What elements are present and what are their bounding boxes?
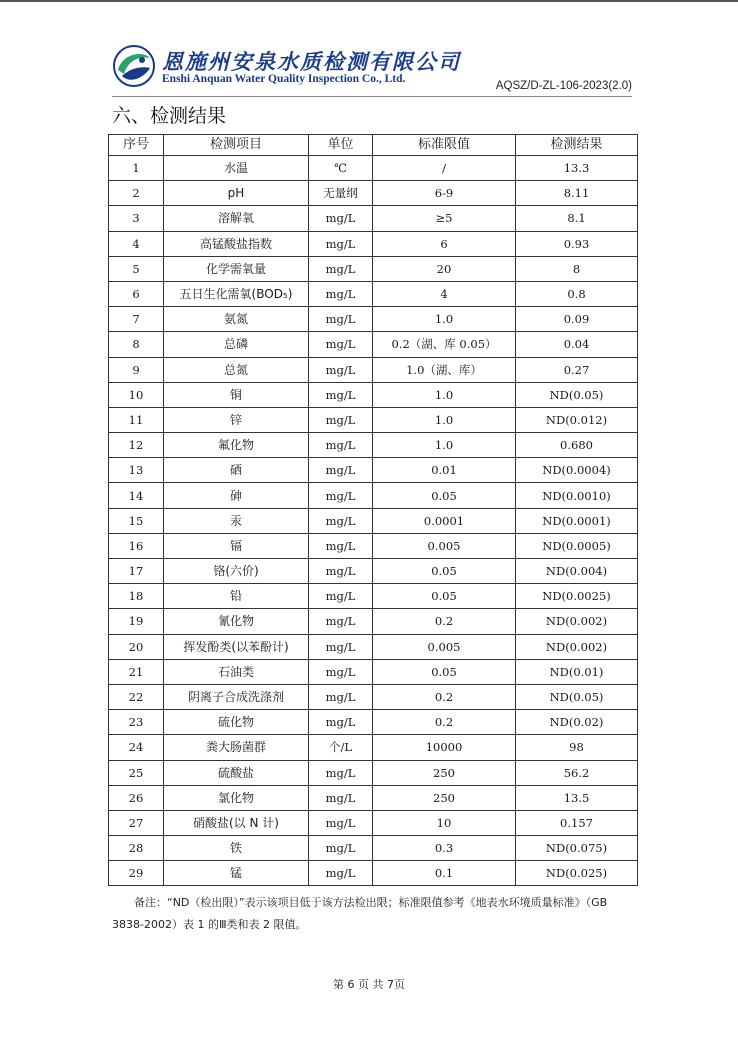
cell-result: ND(0.02) (516, 710, 638, 735)
cell-index: 3 (109, 206, 164, 231)
cell-result: ND(0.0025) (516, 584, 638, 609)
cell-unit: ℃ (309, 156, 373, 181)
cell-limit: / (373, 156, 516, 181)
cell-index: 16 (109, 533, 164, 558)
cell-unit: mg/L (309, 684, 373, 709)
cell-limit: 250 (373, 785, 516, 810)
cell-unit: mg/L (309, 206, 373, 231)
cell-result: 0.04 (516, 332, 638, 357)
cell-unit: mg/L (309, 382, 373, 407)
cell-unit: mg/L (309, 307, 373, 332)
cell-item: 氰化物 (164, 609, 309, 634)
section-title: 六、检测结果 (112, 105, 227, 127)
cell-unit: mg/L (309, 433, 373, 458)
cell-item: 硫化物 (164, 710, 309, 735)
page-header (112, 40, 632, 102)
table-row (109, 433, 638, 458)
header-divider (112, 96, 632, 97)
cell-result: ND(0.0005) (516, 533, 638, 558)
table-row (109, 584, 638, 609)
cell-item: 溶解氧 (164, 206, 309, 231)
cell-limit: 6-9 (373, 181, 516, 206)
cell-result: ND(0.05) (516, 684, 638, 709)
cell-item: 砷 (164, 483, 309, 508)
cell-result: ND(0.0001) (516, 508, 638, 533)
cell-limit: 0.2 (373, 609, 516, 634)
cell-item: 锌 (164, 407, 309, 432)
cell-result: ND(0.075) (516, 836, 638, 861)
cell-unit: mg/L (309, 458, 373, 483)
cell-unit: mg/L (309, 357, 373, 382)
cell-result: ND(0.012) (516, 407, 638, 432)
table-row (109, 256, 638, 281)
cell-limit: 1.0 (373, 382, 516, 407)
table-row (109, 810, 638, 835)
cell-result: ND(0.05) (516, 382, 638, 407)
cell-result: 0.93 (516, 231, 638, 256)
cell-result: 8 (516, 256, 638, 281)
cell-limit: 0.005 (373, 634, 516, 659)
cell-item: 铅 (164, 584, 309, 609)
cell-item: 粪大肠菌群 (164, 735, 309, 760)
header-item: 检测项目 (164, 135, 309, 156)
cell-result: 13.5 (516, 785, 638, 810)
cell-result: 0.157 (516, 810, 638, 835)
cell-result: ND(0.0010) (516, 483, 638, 508)
cell-index: 2 (109, 181, 164, 206)
cell-unit: mg/L (309, 407, 373, 432)
cell-index: 1 (109, 156, 164, 181)
remarks-note: 备注：“ND（检出限）”表示该项目低于该方法检出限；标准限值参考《地表水环境质量标准》（GB 3838-2002）表 1 的Ⅲ类和表 2 限值。 (112, 896, 608, 931)
cell-item: 水温 (164, 156, 309, 181)
page-number: 第 6 页 共 7页 (333, 978, 405, 991)
cell-item: 镉 (164, 533, 309, 558)
cell-result: ND(0.002) (516, 634, 638, 659)
cell-unit: mg/L (309, 281, 373, 306)
cell-unit: mg/L (309, 634, 373, 659)
cell-index: 4 (109, 231, 164, 256)
cell-unit: mg/L (309, 810, 373, 835)
cell-unit: mg/L (309, 659, 373, 684)
cell-unit: mg/L (309, 559, 373, 584)
cell-result: 8.11 (516, 181, 638, 206)
table-row (109, 861, 638, 886)
cell-unit: mg/L (309, 231, 373, 256)
cell-limit: 0.2 (373, 684, 516, 709)
cell-index: 29 (109, 861, 164, 886)
cell-result: 0.680 (516, 433, 638, 458)
cell-item: pH (164, 181, 309, 206)
table-header-row (109, 135, 638, 156)
cell-index: 15 (109, 508, 164, 533)
header-index: 序号 (109, 135, 164, 156)
cell-result: ND(0.025) (516, 861, 638, 886)
cell-unit: mg/L (309, 332, 373, 357)
cell-limit: 1.0 (373, 407, 516, 432)
table-row (109, 659, 638, 684)
cell-item: 硫酸盐 (164, 760, 309, 785)
company-logo-icon (112, 44, 156, 88)
cell-item: 化学需氧量 (164, 256, 309, 281)
cell-index: 26 (109, 785, 164, 810)
cell-unit: mg/L (309, 836, 373, 861)
cell-index: 9 (109, 357, 164, 382)
cell-result: 0.27 (516, 357, 638, 382)
cell-item: 石油类 (164, 659, 309, 684)
table-row (109, 332, 638, 357)
cell-item: 高锰酸盐指数 (164, 231, 309, 256)
cell-unit: mg/L (309, 533, 373, 558)
cell-limit: 0.0001 (373, 508, 516, 533)
table-row (109, 760, 638, 785)
cell-item: 阴离子合成洗涤剂 (164, 684, 309, 709)
cell-unit: mg/L (309, 508, 373, 533)
cell-index: 24 (109, 735, 164, 760)
cell-unit: mg/L (309, 785, 373, 810)
cell-limit: 1.0（湖、库） (373, 357, 516, 382)
cell-limit: ≥5 (373, 206, 516, 231)
table-row (109, 357, 638, 382)
cell-index: 13 (109, 458, 164, 483)
table-row (109, 483, 638, 508)
cell-limit: 10 (373, 810, 516, 835)
cell-index: 17 (109, 559, 164, 584)
cell-result: 98 (516, 735, 638, 760)
cell-unit: mg/L (309, 256, 373, 281)
table-row (109, 206, 638, 231)
cell-index: 18 (109, 584, 164, 609)
top-edge-line (0, 0, 738, 2)
cell-index: 19 (109, 609, 164, 634)
cell-item: 氨氮 (164, 307, 309, 332)
cell-index: 20 (109, 634, 164, 659)
cell-limit: 10000 (373, 735, 516, 760)
cell-index: 22 (109, 684, 164, 709)
cell-index: 25 (109, 760, 164, 785)
cell-index: 11 (109, 407, 164, 432)
cell-result: 0.09 (516, 307, 638, 332)
cell-result: 56.2 (516, 760, 638, 785)
table-row (109, 710, 638, 735)
cell-index: 12 (109, 433, 164, 458)
cell-index: 21 (109, 659, 164, 684)
table-row (109, 609, 638, 634)
cell-item: 铬(六价) (164, 559, 309, 584)
cell-index: 5 (109, 256, 164, 281)
cell-unit: 个/L (309, 735, 373, 760)
cell-result: ND(0.002) (516, 609, 638, 634)
table-row (109, 508, 638, 533)
cell-limit: 0.01 (373, 458, 516, 483)
company-name-en: Enshi Anquan Water Quality Inspection Co., Ltd. (162, 73, 406, 85)
cell-index: 28 (109, 836, 164, 861)
cell-limit: 0.2 (373, 710, 516, 735)
header-unit: 单位 (309, 135, 373, 156)
cell-item: 氯化物 (164, 785, 309, 810)
cell-result: ND(0.004) (516, 559, 638, 584)
cell-limit: 20 (373, 256, 516, 281)
cell-index: 27 (109, 810, 164, 835)
document-code: AQSZ/D-ZL-106-2023(2.0) (495, 80, 632, 92)
cell-limit: 250 (373, 760, 516, 785)
cell-unit: mg/L (309, 861, 373, 886)
cell-limit: 1.0 (373, 433, 516, 458)
table-row (109, 181, 638, 206)
cell-unit: mg/L (309, 760, 373, 785)
cell-item: 铜 (164, 382, 309, 407)
cell-item: 五日生化需氧(BOD₅) (164, 281, 309, 306)
table-body (109, 156, 638, 886)
table-row (109, 156, 638, 181)
cell-result: ND(0.0004) (516, 458, 638, 483)
table-row (109, 458, 638, 483)
table-row (109, 231, 638, 256)
cell-limit: 0.05 (373, 659, 516, 684)
cell-index: 6 (109, 281, 164, 306)
cell-result: 0.8 (516, 281, 638, 306)
cell-limit: 6 (373, 231, 516, 256)
cell-index: 10 (109, 382, 164, 407)
cell-unit: mg/L (309, 584, 373, 609)
cell-index: 14 (109, 483, 164, 508)
cell-result: ND(0.01) (516, 659, 638, 684)
cell-item: 总氮 (164, 357, 309, 382)
company-name-cn: 恩施州安泉水质检测有限公司 (162, 49, 461, 74)
cell-item: 硒 (164, 458, 309, 483)
cell-limit: 0.005 (373, 533, 516, 558)
table-row (109, 559, 638, 584)
table-row (109, 281, 638, 306)
header-result: 检测结果 (516, 135, 638, 156)
table-row (109, 533, 638, 558)
cell-index: 8 (109, 332, 164, 357)
cell-limit: 0.05 (373, 483, 516, 508)
cell-item: 铁 (164, 836, 309, 861)
cell-limit: 0.1 (373, 861, 516, 886)
table-row (109, 407, 638, 432)
cell-limit: 0.05 (373, 559, 516, 584)
table-row (109, 382, 638, 407)
table-row (109, 735, 638, 760)
cell-item: 锰 (164, 861, 309, 886)
cell-unit: mg/L (309, 710, 373, 735)
cell-limit: 0.05 (373, 584, 516, 609)
header-limit: 标准限值 (373, 135, 516, 156)
cell-item: 氟化物 (164, 433, 309, 458)
cell-unit: mg/L (309, 609, 373, 634)
table-row (109, 836, 638, 861)
cell-unit: 无量纲 (309, 181, 373, 206)
cell-unit: mg/L (309, 483, 373, 508)
table-row (109, 307, 638, 332)
cell-limit: 1.0 (373, 307, 516, 332)
table-row (109, 634, 638, 659)
cell-item: 总磷 (164, 332, 309, 357)
cell-limit: 0.3 (373, 836, 516, 861)
results-table (108, 134, 638, 886)
cell-result: 8.1 (516, 206, 638, 231)
cell-limit: 4 (373, 281, 516, 306)
table-row (109, 684, 638, 709)
cell-index: 7 (109, 307, 164, 332)
cell-item: 挥发酚类(以苯酚计) (164, 634, 309, 659)
cell-result: 13.3 (516, 156, 638, 181)
cell-index: 23 (109, 710, 164, 735)
table-row (109, 785, 638, 810)
cell-limit: 0.2（湖、库 0.05） (373, 332, 516, 357)
cell-item: 硝酸盐(以 N 计) (164, 810, 309, 835)
cell-item: 汞 (164, 508, 309, 533)
